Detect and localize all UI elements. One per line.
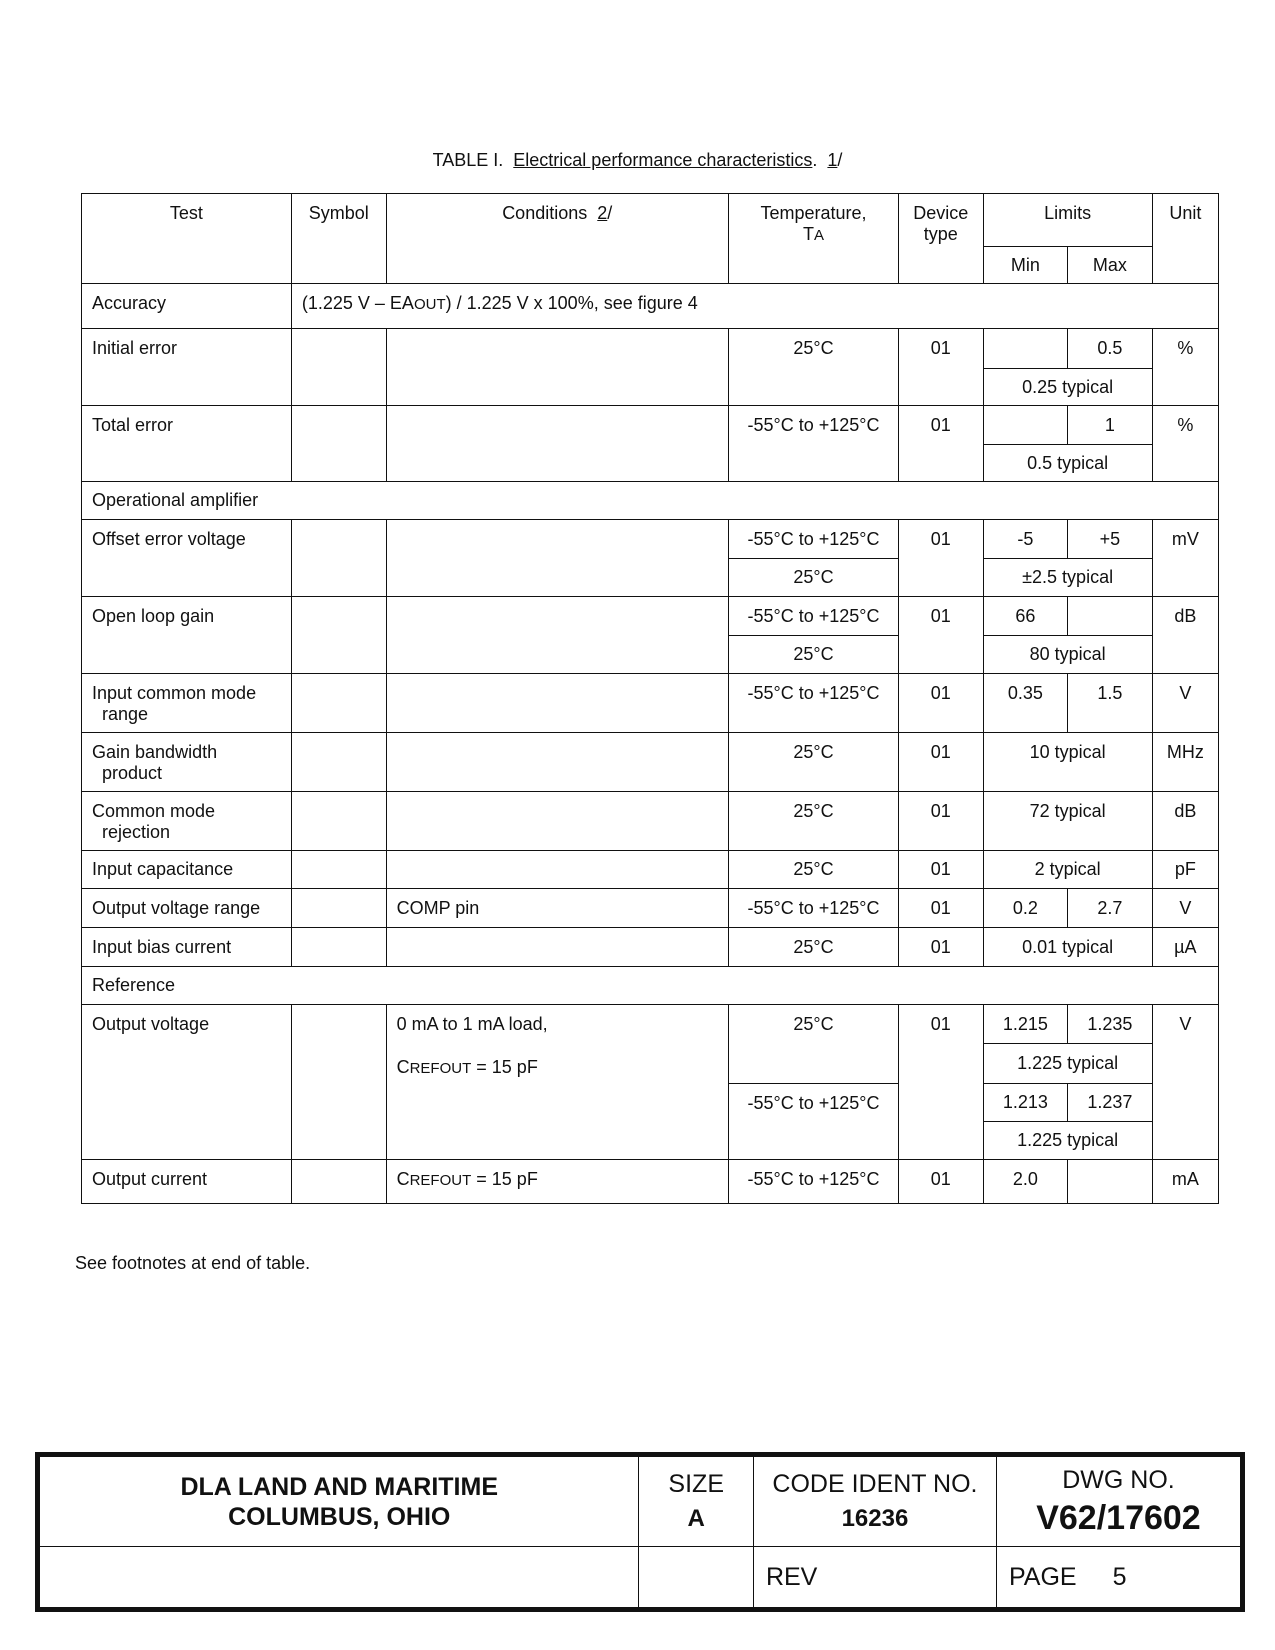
output-voltage-temp-2: -55°C to +125°C (728, 1084, 898, 1160)
open-loop-gain-unit: dB (1152, 597, 1218, 674)
table-row-op-amp-section (82, 482, 1219, 520)
org-line-2: COLUMBUS, OHIO (228, 1502, 451, 1531)
cmr-conditions (386, 792, 728, 851)
header-conditions: Conditions 2/ (386, 194, 728, 284)
header-temperature (728, 194, 898, 284)
output-voltage-typical-2: 1.225 typical (983, 1122, 1152, 1160)
output-voltage-cond-sub: REFOUT (409, 1060, 472, 1077)
output-current-cond-c: C (396, 1169, 410, 1189)
input-bias-temp: 25°C (728, 928, 898, 967)
offset-error-temp-2: 25°C (728, 559, 898, 597)
table-row-gain-bandwidth (82, 733, 1219, 792)
out-v-range-device: 01 (899, 889, 984, 928)
gain-bw-test-a: Gain bandwidth (92, 742, 218, 762)
offset-error-unit: mV (1152, 520, 1218, 597)
code-ident-cell (753, 1455, 996, 1547)
dwg-no-label: DWG NO. (1062, 1465, 1175, 1494)
total-error-unit: % (1152, 406, 1218, 482)
code-ident-label: CODE IDENT NO. (772, 1470, 978, 1499)
page-label: PAGE (1008, 1562, 1077, 1591)
offset-error-conditions (386, 520, 728, 597)
header-ta-sub: A (813, 227, 824, 244)
open-loop-gain-temp-1: -55°C to +125°C (728, 597, 898, 636)
initial-error-min (983, 329, 1068, 369)
gain-bw-temp: 25°C (728, 733, 898, 792)
header-row (82, 194, 1219, 247)
output-current-unit: mA (1152, 1160, 1218, 1204)
output-current-cond-rest: = 15 pF (471, 1169, 538, 1189)
cmr-symbol (291, 792, 386, 851)
output-voltage-cond-line1: 0 mA to 1 mA load, (396, 1014, 548, 1034)
table-row-reference-section (82, 967, 1219, 1005)
dwg-no-cell (996, 1455, 1242, 1547)
output-voltage-min-2: 1.213 (983, 1084, 1068, 1122)
initial-error-conditions (386, 329, 728, 406)
table-caption-prefix: TABLE I. (432, 150, 504, 170)
gain-bw-unit: MHz (1152, 733, 1218, 792)
input-cm-range-test-b: range (102, 704, 149, 724)
input-cm-range-test-a: Input common mode (92, 683, 257, 703)
cmr-unit: dB (1152, 792, 1218, 851)
gain-bw-device: 01 (899, 733, 984, 792)
blank-cell (38, 1547, 639, 1610)
header-ta: T (802, 224, 814, 244)
gain-bw-conditions (386, 733, 728, 792)
output-voltage-max-2: 1.237 (1068, 1084, 1153, 1122)
blank-cell-2 (639, 1547, 753, 1610)
input-cap-temp: 25°C (728, 851, 898, 889)
gain-bw-test (82, 733, 292, 792)
footnote-text: See footnotes at end of table. (75, 1253, 311, 1273)
code-ident-value: 16236 (841, 1505, 909, 1533)
output-voltage-conditions (386, 1005, 728, 1160)
org-name (38, 1455, 639, 1547)
rev-label: REV (765, 1562, 818, 1591)
output-voltage-device: 01 (899, 1005, 984, 1160)
accuracy-label: Accuracy (82, 284, 292, 329)
input-cap-symbol (291, 851, 386, 889)
out-v-range-max: 2.7 (1068, 889, 1153, 928)
initial-error-typical: 0.25 typical (983, 369, 1152, 406)
total-error-typical: 0.5 typical (983, 445, 1152, 482)
initial-error-temp: 25°C (728, 329, 898, 406)
input-bias-typical: 0.01 typical (983, 928, 1152, 967)
table-row-output-voltage-range (82, 889, 1219, 928)
input-cm-range-symbol (291, 674, 386, 733)
offset-error-device: 01 (899, 520, 984, 597)
table-row-initial-error (82, 329, 1219, 369)
total-error-symbol (291, 406, 386, 482)
offset-error-min: -5 (983, 520, 1068, 559)
table-row-input-common-mode-range (82, 674, 1219, 733)
gain-bw-test-b: product (102, 763, 163, 783)
accuracy-formula (291, 284, 1218, 329)
out-v-range-unit: V (1152, 889, 1218, 928)
initial-error-symbol (291, 329, 386, 406)
dwg-no-value: V62/17602 (1036, 1498, 1201, 1537)
offset-error-test: Offset error voltage (82, 520, 292, 597)
header-temperature-label: Temperature, (760, 203, 867, 223)
title-block (35, 1452, 1245, 1612)
total-error-conditions (386, 406, 728, 482)
input-cm-range-unit: V (1152, 674, 1218, 733)
out-v-range-conditions: COMP pin (386, 889, 728, 928)
output-current-min: 2.0 (983, 1160, 1068, 1204)
gain-bw-typical: 10 typical (983, 733, 1152, 792)
table-row-output-voltage (82, 1005, 1219, 1044)
size-value: A (687, 1505, 705, 1533)
open-loop-gain-typical: 80 typical (983, 636, 1152, 674)
rev-cell (753, 1547, 996, 1610)
input-bias-symbol (291, 928, 386, 967)
open-loop-gain-symbol (291, 597, 386, 674)
input-cap-device: 01 (899, 851, 984, 889)
open-loop-gain-max (1068, 597, 1153, 636)
initial-error-test: Initial error (82, 329, 292, 406)
size-cell (639, 1455, 753, 1547)
input-cm-range-temp: -55°C to +125°C (728, 674, 898, 733)
out-v-range-temp: -55°C to +125°C (728, 889, 898, 928)
open-loop-gain-temp-2: 25°C (728, 636, 898, 674)
header-device-type: Device type (899, 194, 984, 284)
out-v-range-min: 0.2 (983, 889, 1068, 928)
initial-error-max: 0.5 (1068, 329, 1153, 369)
total-error-temp: -55°C to +125°C (728, 406, 898, 482)
offset-error-typical: ±2.5 typical (983, 559, 1152, 597)
output-voltage-unit: V (1152, 1005, 1218, 1160)
cmr-temp: 25°C (728, 792, 898, 851)
input-cap-conditions (386, 851, 728, 889)
table-caption: TABLE I. Electrical performance characteristics. 1/ (432, 150, 843, 170)
output-voltage-min-1: 1.215 (983, 1005, 1068, 1044)
out-v-range-test: Output voltage range (82, 889, 292, 928)
initial-error-device: 01 (899, 329, 984, 406)
input-cap-typical: 2 typical (983, 851, 1152, 889)
input-cm-range-min: 0.35 (983, 674, 1068, 733)
gain-bw-symbol (291, 733, 386, 792)
table-caption-note: 1 (827, 150, 838, 170)
header-max: Max (1068, 247, 1153, 284)
output-current-symbol (291, 1160, 386, 1204)
input-cap-unit: pF (1152, 851, 1218, 889)
accuracy-formula-b: ) / 1.225 V x 100%, see figure 4 (445, 293, 698, 313)
input-cm-range-test (82, 674, 292, 733)
table-caption-title: Electrical performance characteristics (513, 150, 813, 170)
input-cm-range-device: 01 (899, 674, 984, 733)
input-bias-unit: µA (1152, 928, 1218, 967)
page-number: 5 (1112, 1562, 1127, 1591)
table-caption-slash: / (837, 150, 843, 170)
output-voltage-test: Output voltage (82, 1005, 292, 1160)
header-symbol: Symbol (291, 194, 386, 284)
cmr-test-b: rejection (102, 822, 171, 842)
out-v-range-symbol (291, 889, 386, 928)
header-unit: Unit (1152, 194, 1218, 284)
open-loop-gain-test: Open loop gain (82, 597, 292, 674)
output-current-test: Output current (82, 1160, 292, 1204)
initial-error-unit: % (1152, 329, 1218, 406)
input-cm-range-conditions (386, 674, 728, 733)
input-bias-device: 01 (899, 928, 984, 967)
offset-error-max: +5 (1068, 520, 1153, 559)
output-voltage-symbol (291, 1005, 386, 1160)
output-current-cond-sub: REFOUT (409, 1172, 472, 1189)
cmr-typical: 72 typical (983, 792, 1152, 851)
table-row-common-mode-rejection (82, 792, 1219, 851)
section-reference: Reference (82, 967, 1219, 1005)
output-current-max (1068, 1160, 1153, 1204)
output-current-temp: -55°C to +125°C (728, 1160, 898, 1204)
output-current-conditions (386, 1160, 728, 1204)
accuracy-formula-a: (1.225 V – EA (301, 293, 414, 313)
output-voltage-cond-rest: = 15 pF (471, 1057, 538, 1077)
page-cell (996, 1547, 1242, 1610)
offset-error-symbol (291, 520, 386, 597)
open-loop-gain-conditions (386, 597, 728, 674)
cmr-test (82, 792, 292, 851)
org-line-1: DLA LAND AND MARITIME (180, 1472, 499, 1501)
output-voltage-cond-c: C (396, 1057, 410, 1077)
input-cap-test: Input capacitance (82, 851, 292, 889)
accuracy-formula-sub: OUT (413, 296, 446, 313)
input-bias-test: Input bias current (82, 928, 292, 967)
total-error-min (983, 406, 1068, 445)
table-row-accuracy (82, 284, 1219, 329)
header-limits: Limits (983, 194, 1152, 247)
output-voltage-typical-1: 1.225 typical (983, 1044, 1152, 1084)
header-conditions-label: Conditions (502, 203, 588, 223)
input-cm-range-max: 1.5 (1068, 674, 1153, 733)
total-error-test: Total error (82, 406, 292, 482)
header-test: Test (82, 194, 292, 284)
output-voltage-temp-1: 25°C (728, 1005, 898, 1084)
output-voltage-max-1: 1.235 (1068, 1005, 1153, 1044)
open-loop-gain-device: 01 (899, 597, 984, 674)
table-row-output-current (82, 1160, 1219, 1204)
input-bias-conditions (386, 928, 728, 967)
table-row-total-error (82, 406, 1219, 445)
total-error-device: 01 (899, 406, 984, 482)
cmr-test-a: Common mode (92, 801, 216, 821)
section-operational-amplifier: Operational amplifier (82, 482, 1219, 520)
header-conditions-note: 2 (597, 203, 608, 223)
table-row-input-capacitance (82, 851, 1219, 889)
table-row-input-bias-current (82, 928, 1219, 967)
cmr-device: 01 (899, 792, 984, 851)
output-current-device: 01 (899, 1160, 984, 1204)
offset-error-temp-1: -55°C to +125°C (728, 520, 898, 559)
table-row-offset-error (82, 520, 1219, 559)
table-row-open-loop-gain (82, 597, 1219, 636)
size-label: SIZE (668, 1470, 724, 1499)
electrical-characteristics-table (81, 193, 1219, 1204)
total-error-max: 1 (1068, 406, 1153, 445)
header-min: Min (983, 247, 1068, 284)
open-loop-gain-min: 66 (983, 597, 1068, 636)
